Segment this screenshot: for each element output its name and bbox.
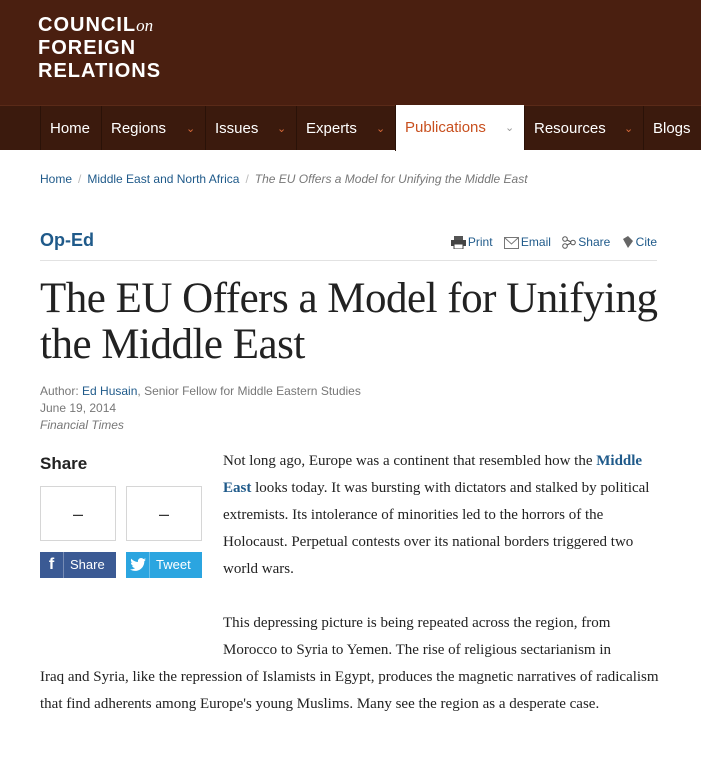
facebook-share-label: Share [70,557,105,572]
paragraph-text: looks today. It was bursting with dictators and stalked by political extremists. Its intolerance of minorities led to the horrors of the Holocaust. Perpetual contests over its national borders triggered two world wars. [223,480,650,577]
article-paragraph-2-start: This depressing picture is being repeated across the region, from Morocco to Syria to Yemen. The rise of religious sectarianism in [223,615,611,658]
cite-label: Cite [635,235,657,249]
share-label: Share [578,235,611,249]
nav-blogs-label: Blogs [653,120,691,137]
logo-line-2: FOREIGN [38,37,137,59]
breadcrumb [40,172,528,186]
facebook-icon: f [40,552,64,578]
divider [40,260,657,261]
share-button[interactable] [562,235,610,252]
chevron-down-icon: ⌄ [277,123,287,135]
quote-icon [622,236,634,252]
email-button[interactable] [504,235,551,252]
nav-publications[interactable] [395,105,524,151]
chevron-down-icon: ⌄ [624,123,634,135]
print-label: Print [467,235,493,249]
author-line [40,383,361,400]
share-icon [562,236,576,252]
printer-icon [451,236,466,252]
chevron-down-icon: ⌄ [505,122,515,134]
breadcrumb-home[interactable]: Home [40,172,73,186]
facebook-share-count: – [40,486,116,541]
print-button[interactable] [451,235,493,252]
article-paragraph-1 [223,448,663,583]
twitter-icon [126,552,150,578]
logo-line-3: RELATIONS [38,60,162,82]
article-meta [40,383,361,434]
chevron-down-icon: ⌄ [376,123,386,135]
author-prefix: Author: [40,384,83,398]
nav-issues[interactable] [205,106,296,150]
nav-home[interactable] [40,106,101,150]
logo-on: on [136,16,154,35]
article-source: Financial Times [40,418,124,432]
article-date: June 19, 2014 [40,401,117,415]
author-role: , Senior Fellow for Middle Eastern Studies [137,384,361,398]
nav-experts[interactable] [296,106,395,150]
breadcrumb-separator: / [78,172,82,186]
envelope-icon [504,237,519,252]
email-label: Email [520,235,551,249]
cite-button[interactable] [622,235,657,252]
article-tools [443,235,657,252]
share-heading: Share [40,454,88,473]
nav-publications-label: Publications [405,119,486,136]
middle-east-link[interactable]: Middle East [223,453,643,496]
breadcrumb-separator: / [245,172,249,186]
nav-resources-label: Resources [534,120,606,137]
twitter-tweet-button[interactable] [126,552,202,578]
nav-blogs[interactable] [643,106,701,150]
nav-home-label: Home [50,120,91,137]
nav-experts-label: Experts [306,120,357,137]
nav-regions-label: Regions [111,120,167,137]
logo-line-1: COUNCIL [38,14,137,36]
article-paragraph-2-cont: Iraq and Syria, like the repression of Islamists in Egypt, produces the magnetic narratives of radicalism that find adherents among Europe's young Muslims. Many see the region as a desperate case. [40,669,659,712]
facebook-share-button[interactable] [40,552,116,578]
twitter-share-count: – [126,486,202,541]
twitter-tweet-label: Tweet [156,557,191,572]
breadcrumb-region[interactable]: Middle East and North Africa [87,172,240,186]
nav-resources[interactable] [524,106,643,150]
article-type-label[interactable]: Op-Ed [40,230,94,250]
breadcrumb-current: The EU Offers a Model for Unifying the Middle East [254,172,528,186]
nav-issues-label: Issues [215,120,259,137]
article-title: The EU Offers a Model for Unifying the Middle East [40,275,658,368]
chevron-down-icon: ⌄ [186,123,196,135]
site-header [0,0,701,105]
nav-regions[interactable] [101,106,205,150]
cfr-logo[interactable] [38,14,161,83]
main-nav [0,105,701,150]
paragraph-text: Not long ago, Europe was a continent that resembled how the [223,453,597,469]
author-link[interactable]: Ed Husain [82,384,138,398]
